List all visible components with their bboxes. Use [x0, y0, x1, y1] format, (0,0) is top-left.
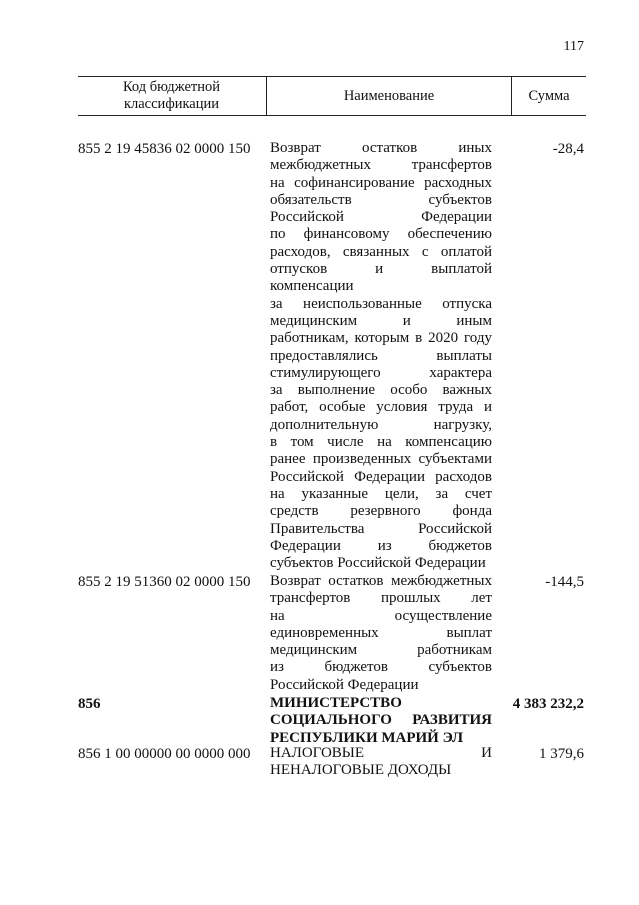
header-code-line2: классификации [123, 96, 220, 112]
name-line: на софинансирование расходных [270, 174, 492, 191]
name-line: предоставлялись выплаты [270, 347, 492, 364]
name-line: медицинским работникам [270, 642, 492, 659]
item-sum: -28,4 [552, 141, 584, 157]
name-line: ранее произведенных субъектами [270, 451, 492, 468]
name-line: компенсации [270, 278, 354, 295]
name-line: МИНИСТЕРСТВО [270, 695, 402, 711]
budget-code: 856 [78, 696, 101, 712]
name-line: из бюджетов субъектов [270, 659, 492, 676]
name-line: на указанные цели, за счет [270, 485, 492, 502]
name-line: Российской Федерации расходов [270, 468, 492, 485]
budget-code: 856 1 00 00000 00 0000 000 [78, 746, 251, 762]
table-header [78, 76, 586, 116]
name-line: Российской Федерации [270, 676, 419, 693]
name-line: обязательств субъектов [270, 191, 492, 208]
item-name [270, 140, 492, 572]
item-name [270, 695, 492, 747]
name-line: за выполнение особо важных [270, 382, 492, 399]
budget-code: 855 2 19 51360 02 0000 150 [78, 574, 251, 590]
name-line: дополнительную нагрузку, [270, 416, 492, 433]
name-line: НАЛОГОВЫЕ И [270, 745, 492, 761]
name-line: расходов, связанных с оплатой [270, 243, 492, 260]
name-line: медицинским и иным [270, 312, 492, 329]
header-code-line1: Код бюджетной [122, 79, 220, 95]
item-sum: 4 383 232,2 [512, 696, 584, 712]
name-line: работ, особые условия труда и [270, 399, 492, 416]
name-line: Возврат остатков межбюджетных [270, 573, 492, 589]
page-number: 117 [563, 39, 584, 54]
name-line: стимулирующего характера [270, 364, 492, 381]
name-line: Российской Федерации [270, 209, 492, 226]
item-sum: 1 379,6 [539, 746, 584, 762]
name-line: РЕСПУБЛИКИ МАРИЙ ЭЛ [270, 729, 464, 746]
name-line: субъектов Российской Федерации [270, 555, 486, 572]
name-line: средств резервного фонда [270, 503, 492, 520]
name-line: отпусков и выплатой [270, 261, 492, 278]
name-line: НЕНАЛОГОВЫЕ ДОХОДЫ [270, 762, 452, 779]
name-line: работникам, которым в 2020 году [270, 330, 492, 347]
name-line: Возврат остатков иных [270, 140, 492, 156]
name-line: за неиспользованные отпуска [270, 295, 492, 312]
name-line: межбюджетных трансфертов [270, 157, 492, 174]
budget-code: 855 2 19 45836 02 0000 150 [78, 141, 251, 157]
name-line: Федерации из бюджетов [270, 537, 492, 554]
header-sum-column: Сумма [528, 87, 570, 104]
name-line: Правительства Российской [270, 520, 492, 537]
header-name-column: Наименование [266, 77, 512, 115]
name-line: трансфертов прошлых лет [270, 590, 492, 607]
name-line: по финансовому обеспечению [270, 226, 492, 243]
item-sum: -144,5 [545, 574, 584, 590]
header-code-column [78, 77, 265, 115]
item-name [270, 573, 492, 694]
name-line: в том числе на компенсацию [270, 434, 492, 451]
name-line: единовременных выплат [270, 624, 492, 641]
item-name [270, 745, 492, 780]
name-line: СОЦИАЛЬНОГО РАЗВИТИЯ [270, 712, 492, 729]
name-line: на осуществление [270, 607, 492, 624]
